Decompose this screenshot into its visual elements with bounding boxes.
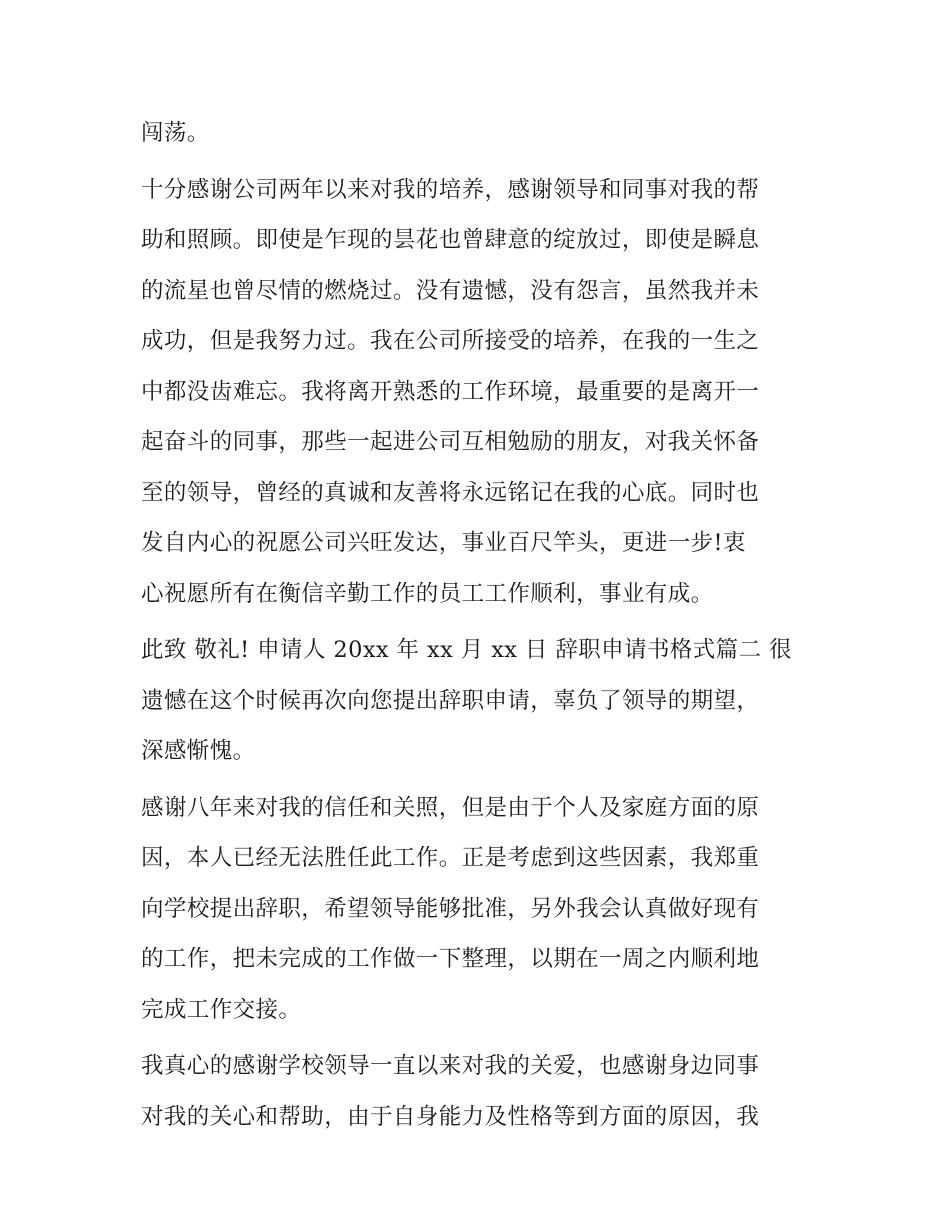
text-line: 因，本人已经无法胜任此工作。正是考虑到这些因素，我郑重	[141, 845, 760, 871]
text-line: 遗憾在这个时候再次向您提出辞职申请，辜负了领导的期望，	[141, 687, 760, 714]
text-line: 的流星也曾尽情的燃烧过。没有遗憾，没有怨言，虽然我并未	[141, 277, 760, 304]
text-line: 助和照顾。即使是乍现的昙花也曾肆意的绽放过，即使是瞬息	[141, 227, 760, 253]
text-line: 向学校提出辞职，希望领导能够批准，另外我会认真做好现有	[141, 895, 760, 922]
paragraph-5	[141, 1041, 813, 1142]
text-line: 我真心的感谢学校领导一直以来对我的关爱，也感谢身边同事	[141, 1053, 760, 1079]
text-line: 感谢八年来对我的信任和关照，但是由于个人及家庭方面的原	[141, 794, 760, 821]
text-line: 发自内心的祝愿公司兴旺发达，事业百尺竿头，更进一步!衷	[141, 530, 746, 556]
document-body	[141, 108, 813, 1142]
text-line: 十分感谢公司两年以来对我的培养，感谢领导和同事对我的帮	[141, 176, 760, 203]
text-line: 此致 敬礼! 申请人 20xx 年 xx 月 xx 日 辞职申请书格式篇二 很	[141, 637, 792, 663]
paragraph-2	[141, 165, 813, 620]
paragraph-1	[141, 108, 813, 159]
text-line: 起奋斗的同事，那些一起进公司互相勉励的朋友，对我关怀备	[141, 429, 760, 455]
text-line: 至的领导，曾经的真诚和友善将永远铭记在我的心底。同时也	[141, 479, 760, 506]
text-line: 对我的关心和帮助，由于自身能力及性格等到方面的原因，我	[141, 1103, 760, 1130]
text-line: 闯荡。	[141, 120, 210, 146]
text-line: 完成工作交接。	[141, 996, 302, 1023]
text-line: 中都没齿难忘。我将离开熟悉的工作环境，最重要的是离开一	[141, 378, 760, 405]
text-line: 成功，但是我努力过。我在公司所接受的培养，在我的一生之	[141, 328, 760, 354]
text-line: 的工作，把未完成的工作做一下整理，以期在一周之内顺利地	[141, 946, 760, 972]
paragraph-4	[141, 783, 813, 1036]
text-line: 心祝愿所有在衡信辛勤工作的员工工作顺利，事业有成。	[141, 580, 714, 607]
text-line: 深感惭愧。	[141, 738, 256, 764]
paragraph-3	[141, 625, 813, 777]
